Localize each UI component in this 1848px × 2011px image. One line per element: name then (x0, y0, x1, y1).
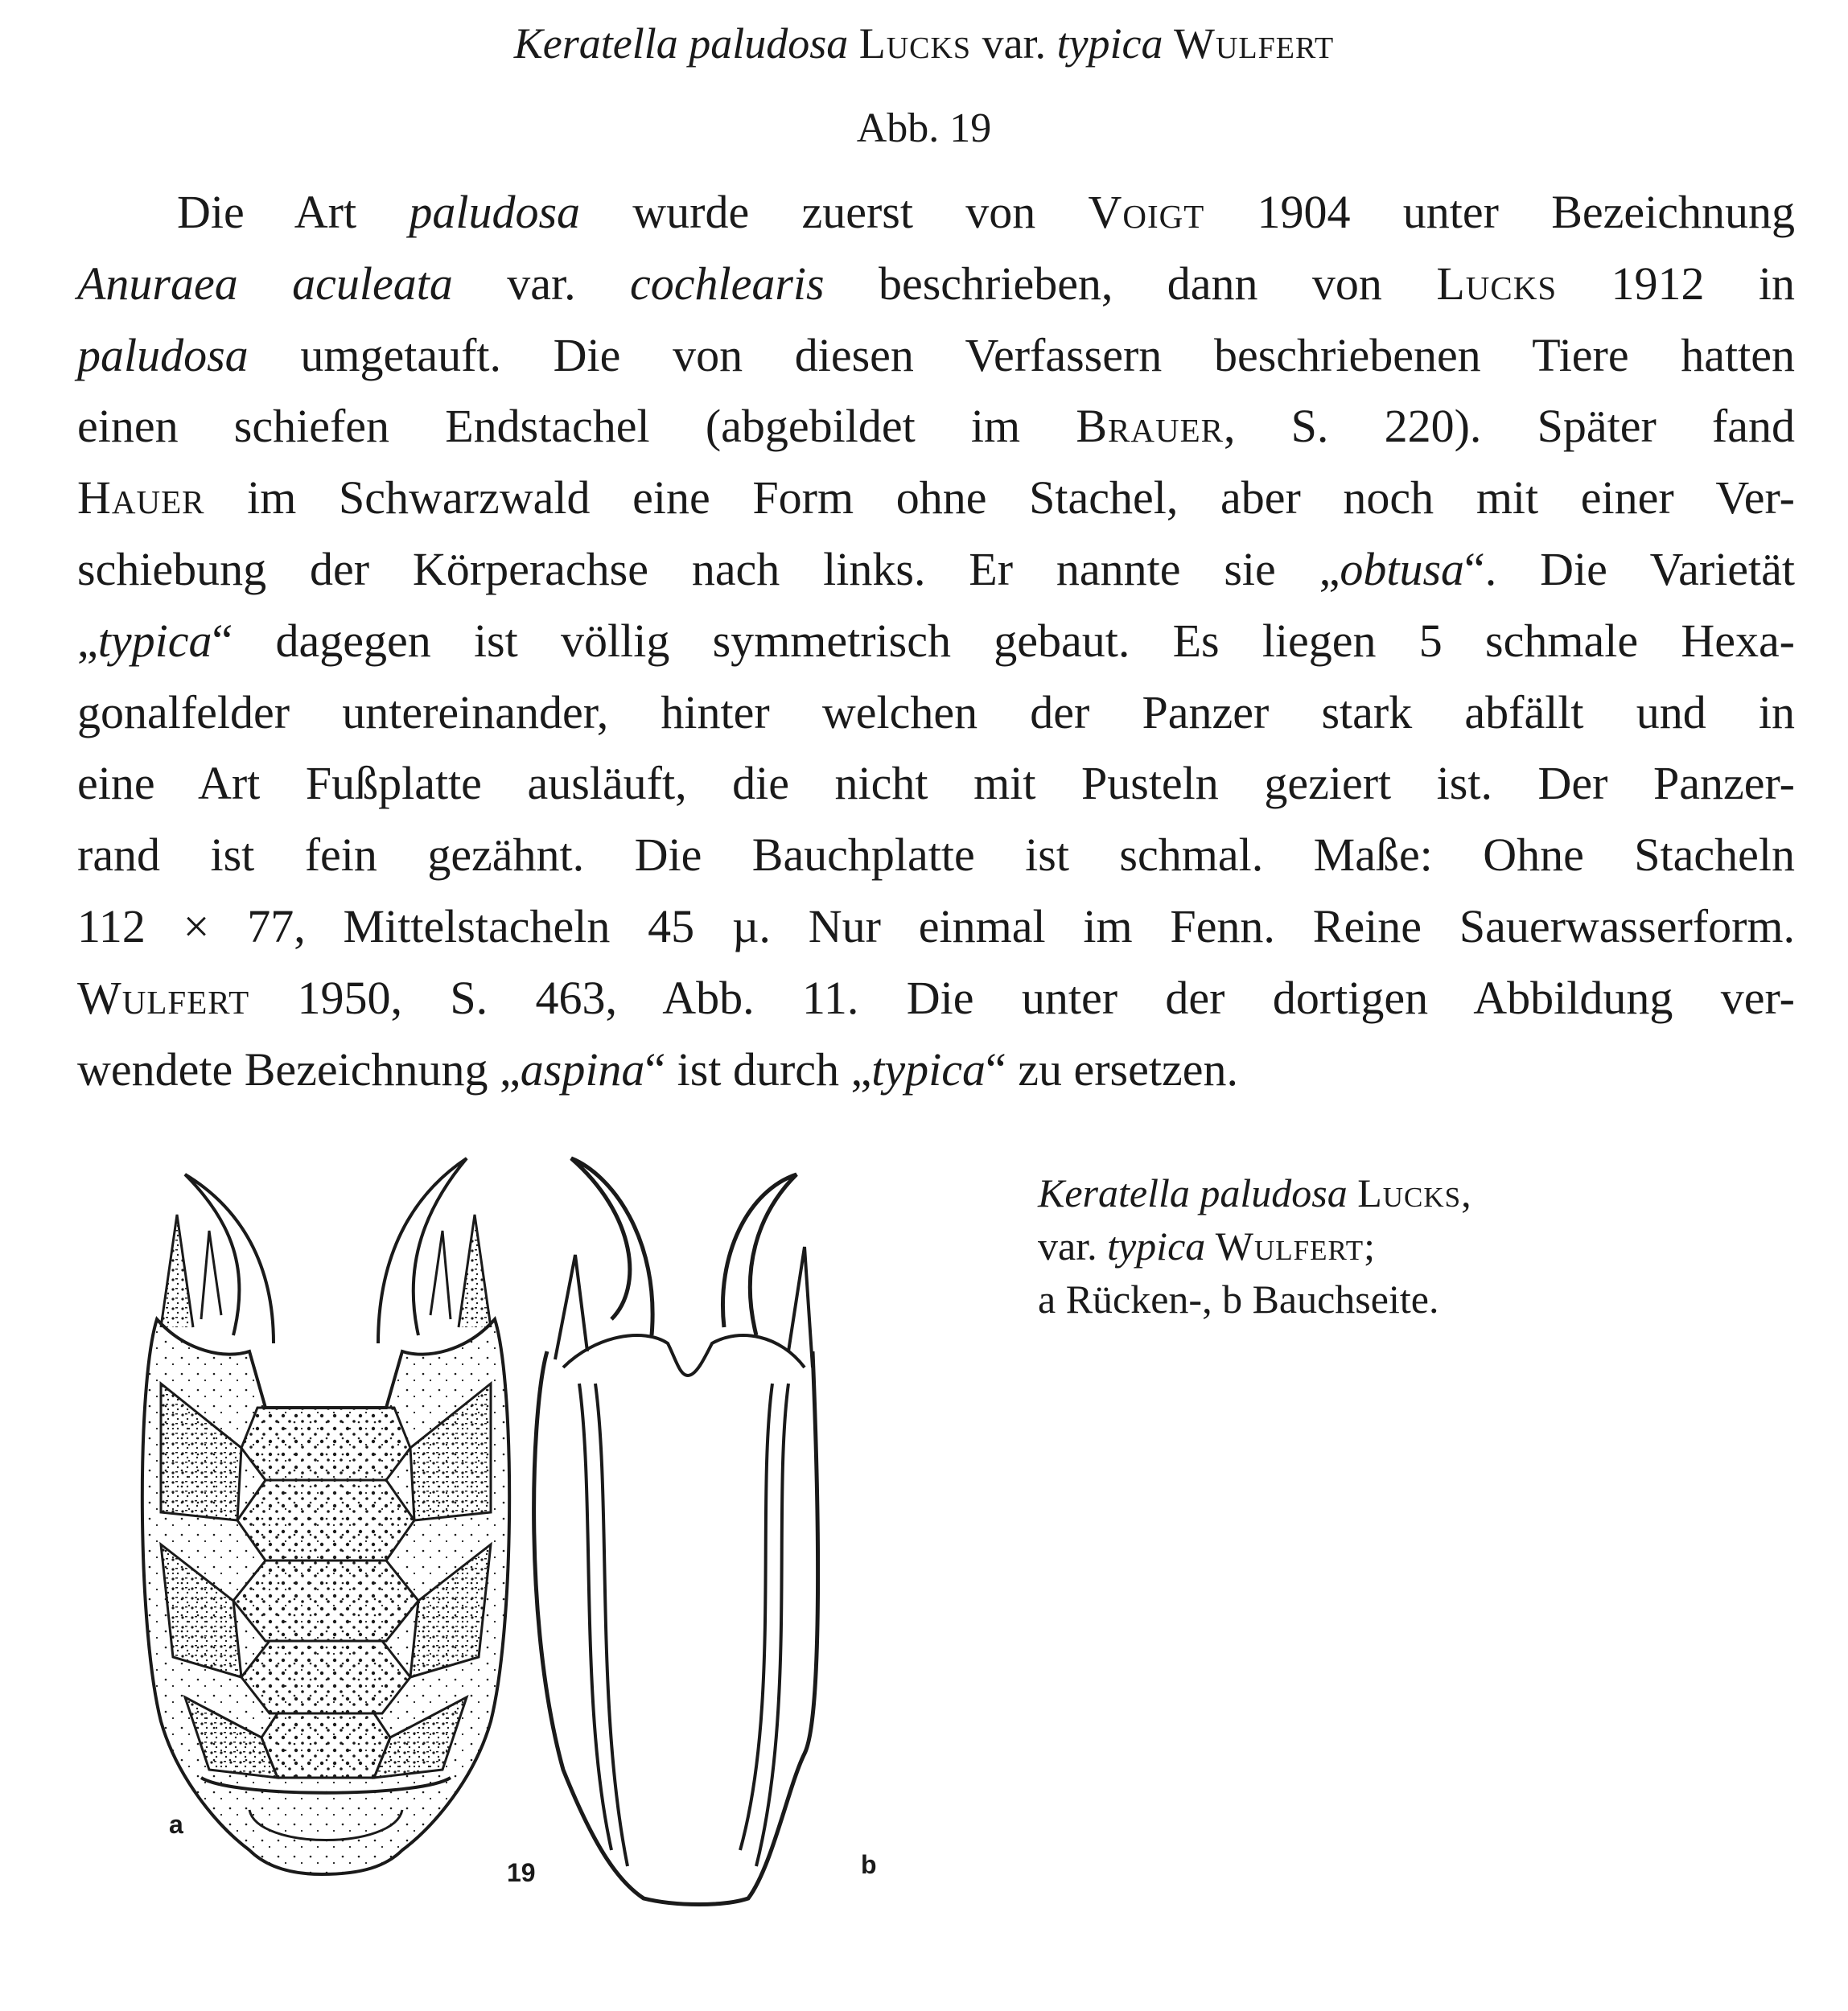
ventral-view-drawing (534, 1158, 818, 1905)
caption-line (1038, 1166, 1681, 1219)
title-var-author: Wulfert (1174, 19, 1335, 68)
text-run: , (1461, 1170, 1471, 1215)
text-run: 1950, S. 463, Abb. 11. Die unter der dortigen Abbildung ver- (249, 971, 1795, 1024)
figure-19 (113, 1142, 998, 1947)
body-line (77, 1034, 1795, 1106)
figure-label-a: a (169, 1810, 183, 1839)
body-line (77, 677, 1795, 749)
italic-term: obtusa (1340, 542, 1465, 595)
median-left-spine (185, 1174, 274, 1343)
text-run: var. (452, 257, 630, 310)
author-name: Hauer (77, 471, 205, 524)
inner-left-spine (201, 1231, 221, 1319)
text-run (1205, 1223, 1216, 1269)
text-run: Die Art (177, 186, 410, 238)
title-species-name: Keratella paludosa (513, 19, 849, 68)
body-paragraph (77, 177, 1795, 1105)
author-name: Wulfert (1215, 1223, 1364, 1269)
text-run: umgetauft. Die von diesen Verfassern beschriebenen Tiere hatten (248, 328, 1795, 381)
text-run: , S. 220). Später fand (1223, 400, 1795, 453)
text-run: einen schiefen Endstachel (abgebildet im (77, 400, 1076, 453)
author-name: Lucks (1357, 1170, 1462, 1215)
body-line (77, 963, 1795, 1034)
body-line (77, 820, 1795, 891)
text-run: wurde zuerst von (580, 186, 1089, 238)
hexagon-plate-3 (233, 1561, 418, 1641)
ventral-plate-top (563, 1335, 805, 1376)
inner-right-spine (430, 1231, 451, 1319)
title-var-prefix: var. (982, 19, 1047, 68)
text-run: beschrieben, dann von (824, 257, 1437, 310)
body-line (77, 606, 1795, 677)
outer-right-spine (459, 1215, 491, 1327)
caption-line (1038, 1219, 1681, 1273)
text-run: rand ist fein gezähnt. Die Bauchplatte ist schmal. Maße: Ohne Stacheln (77, 829, 1795, 882)
text-run: 112 × 77, Mittelstacheln 45 µ. Nur einmal im Fenn. Reine Sauerwasserform. (77, 899, 1795, 952)
body-line (77, 391, 1795, 463)
text-run (1348, 1170, 1358, 1215)
body-line (77, 463, 1795, 534)
text-run: “ zu ersetzen. (986, 1043, 1238, 1096)
text-run: im Schwarzwald eine Form ohne Stachel, aber noch mit einer Ver- (204, 471, 1795, 524)
ventral-left-spine (555, 1255, 587, 1359)
figure-caption (1038, 1166, 1681, 1326)
body-line (77, 320, 1795, 392)
text-run: “ dagegen ist völlig symmetrisch gebaut. Es liegen 5 schmale Hexa- (212, 614, 1795, 667)
author-name: Voigt (1088, 186, 1205, 238)
text-run: 1904 unter Bezeichnung (1204, 186, 1795, 238)
figure-drawing (113, 1142, 998, 1947)
median-right-spine (378, 1158, 467, 1343)
text-run: ; (1364, 1223, 1375, 1269)
author-name: Wulfert (77, 971, 250, 1024)
title-variety: typica (1056, 19, 1163, 68)
body-line (77, 748, 1795, 820)
italic-term: Anuraea aculeata (77, 257, 453, 310)
text-run: var. (1038, 1223, 1108, 1269)
text-run: “ ist durch „ (644, 1043, 872, 1096)
text-run: 1912 in (1557, 257, 1795, 310)
text-run: a Rücken-, b Bauchseite. (1038, 1277, 1439, 1322)
italic-term: typica (1107, 1223, 1206, 1269)
ventral-carapace (534, 1351, 818, 1905)
title-author: Lucks (858, 19, 972, 68)
hexagon-plate-2 (237, 1480, 414, 1561)
dorsal-view-drawing (142, 1158, 509, 1874)
hexagon-plate-5 (261, 1713, 390, 1778)
text-run: “. Die Varietät (1464, 542, 1795, 595)
ventral-plate-right-edge-inner (740, 1384, 772, 1850)
body-line (77, 534, 1795, 606)
italic-term: aspina (520, 1043, 645, 1096)
species-title (0, 11, 1848, 76)
figure-reference: Abb. 19 (856, 105, 992, 151)
text-run: gonalfelder untereinander, hinter welchen der Panzer stark abfällt und in (77, 685, 1795, 738)
italic-term: typica (871, 1043, 986, 1096)
italic-term: paludosa (409, 186, 581, 238)
text-run: schiebung der Körperachse nach links. Er nannte sie „ (77, 542, 1340, 595)
italic-term: paludosa (77, 328, 249, 381)
author-name: Brauer (1076, 400, 1224, 453)
text-run: wendete Bezeichnung „ (77, 1043, 521, 1096)
figure-number: 19 (507, 1858, 536, 1887)
italic-term: Keratella paludosa (1038, 1170, 1348, 1215)
hexagon-plate-4 (241, 1641, 410, 1713)
text-run: „ (77, 614, 98, 667)
figure-label-b: b (861, 1850, 877, 1879)
body-line (77, 891, 1795, 963)
neck-outline (249, 1351, 402, 1408)
text-run: eine Art Fußplatte ausläuft, die nicht mit Pusteln geziert ist. Der Panzer- (77, 757, 1795, 810)
hexagon-plate-1 (241, 1408, 410, 1480)
italic-term: cochlearis (629, 257, 825, 310)
body-line (77, 177, 1795, 249)
ventral-plate-right-edge (756, 1384, 788, 1866)
author-name: Lucks (1436, 257, 1558, 310)
outer-left-spine (161, 1215, 193, 1327)
ventral-median-right-spine (722, 1174, 796, 1335)
italic-term: typica (97, 614, 212, 667)
caption-line (1038, 1273, 1681, 1326)
ventral-right-spine (788, 1247, 813, 1367)
body-line (77, 249, 1795, 320)
